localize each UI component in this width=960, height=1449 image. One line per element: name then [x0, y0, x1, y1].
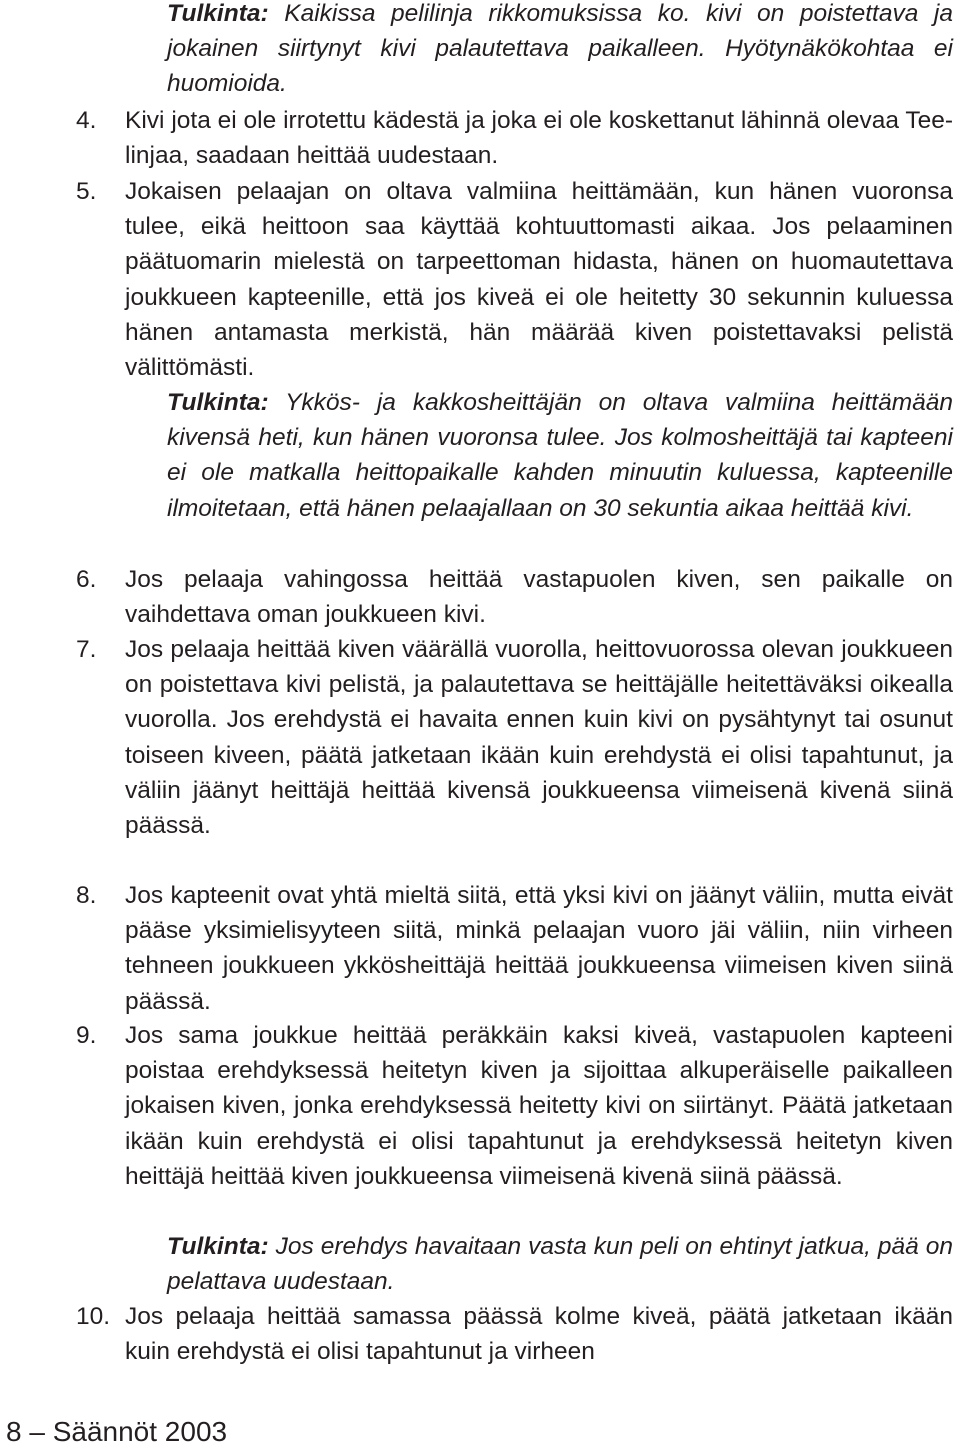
interpretation-label: Tulkinta:	[167, 0, 269, 27]
rule-text: Jos pelaaja heittää kiven väärällä vuorolla, heittovuorossa olevan joukkueen on poistettava kivi pelistä, ja palautettava se heittäjälle heitettäväksi oikealla vuorolla. Jos erehdystä ei havaita ennen kuin kivi on pysähtynyt tai osunut toiseen kiveen, päätä jatketaan ikään kuin erehdystä ei olisi tapahtunut, ja väliin jäänyt heittäjä heittää kivensä joukkueensa viimeisenä kivenä siinä päässä.	[125, 636, 953, 840]
interpretation-text: Ykkös- ja kakkosheittäjän on oltava valmiina heittämään kivensä heti, kun hänen vuoronsa tulee. Jos kolmosheittäjä tai kapteeni ei ole matkalla heittopaikalle kahden minuutin kuluessa, kapteenille ilmoitetaan, että hänen pelaajallaan on 30 sekuntia aikaa heittää kivi.	[167, 389, 953, 522]
interpretation-note	[167, 385, 953, 526]
rule-number: 9.	[76, 1022, 97, 1049]
interpretation-text: Jos erehdys havaitaan vasta kun peli on ehtinyt jatkua, pää on pelattava uudestaan.	[167, 1233, 954, 1296]
rule-number: 5.	[76, 178, 97, 205]
rule-number: 10.	[76, 1303, 111, 1330]
rule-text: Jos pelaaja heittää samassa päässä kolme kiveä, päätä jatketaan ikään kuin erehdystä ei olisi tapahtunut ja virheen	[125, 1303, 953, 1366]
interpretation-note	[167, 1229, 953, 1299]
interpretation-label: Tulkinta:	[167, 1233, 269, 1260]
interpretation-note	[167, 0, 953, 102]
rule-number: 4.	[76, 107, 97, 134]
rule-text: Kivi jota ei ole irrotettu kädestä ja joka ei ole koskettanut lähinnä olevaa Tee-linjaa, saadaan heittää uudestaan.	[125, 107, 953, 170]
rule-number: 6.	[76, 566, 97, 593]
rule-number: 7.	[76, 636, 97, 663]
rule-text: Jos kapteenit ovat yhtä mieltä siitä, että yksi kivi on jäänyt väliin, mutta eivät pääse yksimielisyyteen siitä, minkä pelaajan vuoro jäi väliin, niin virheen tehneen joukkueen ykkösheittäjä heittää joukkueensa viimeisen kiven siinä päässä.	[125, 882, 953, 1015]
page-footer: 8 – Säännöt 2003	[6, 1416, 228, 1447]
rule-text: Jos sama joukkue heittää peräkkäin kaksi kiveä, vastapuolen kapteeni poistaa erehdyksessä heitetyn kiven ja sijoittaa alkuperäiselle paikalleen jokaisen kiven, jonka erehdyksessä heitetty kivi on siirtänyt. Päätä jatketaan ikään kuin erehdystä ei olisi tapahtunut ja erehdyksessä heitetyn kiven heittäjä heittää kiven joukkueensa viimeisenä kivenä siinä päässä.	[125, 1022, 953, 1190]
rule-number: 8.	[76, 882, 97, 909]
rule-text: Jos pelaaja vahingossa heittää vastapuolen kiven, sen paikalle on vaihdettava oman joukkueen kivi.	[125, 566, 953, 629]
rule-text: Jokaisen pelaajan on oltava valmiina heittämään, kun hänen vuoronsa tulee, eikä heittoon saa käyttää kohtuuttomasti aikaa. Jos pelaaminen päätuomarin mielestä on tarpeettoman hidasta, hänen on huomautettava joukkueen kapteenille, että jos kiveä ei ole heitetty 30 sekunnin kuluessa hänen antamasta merkistä, hän määrää kiven poistettavaksi pelistä välittömästi.	[125, 178, 953, 382]
interpretation-label: Tulkinta:	[167, 389, 269, 416]
interpretation-text: Kaikissa pelilinja rikkomuksissa ko. kivi on poistettava ja jokainen siirtynyt kivi palautettava paikalleen. Hyötynäkökohtaa ei huomioida.	[167, 0, 953, 98]
